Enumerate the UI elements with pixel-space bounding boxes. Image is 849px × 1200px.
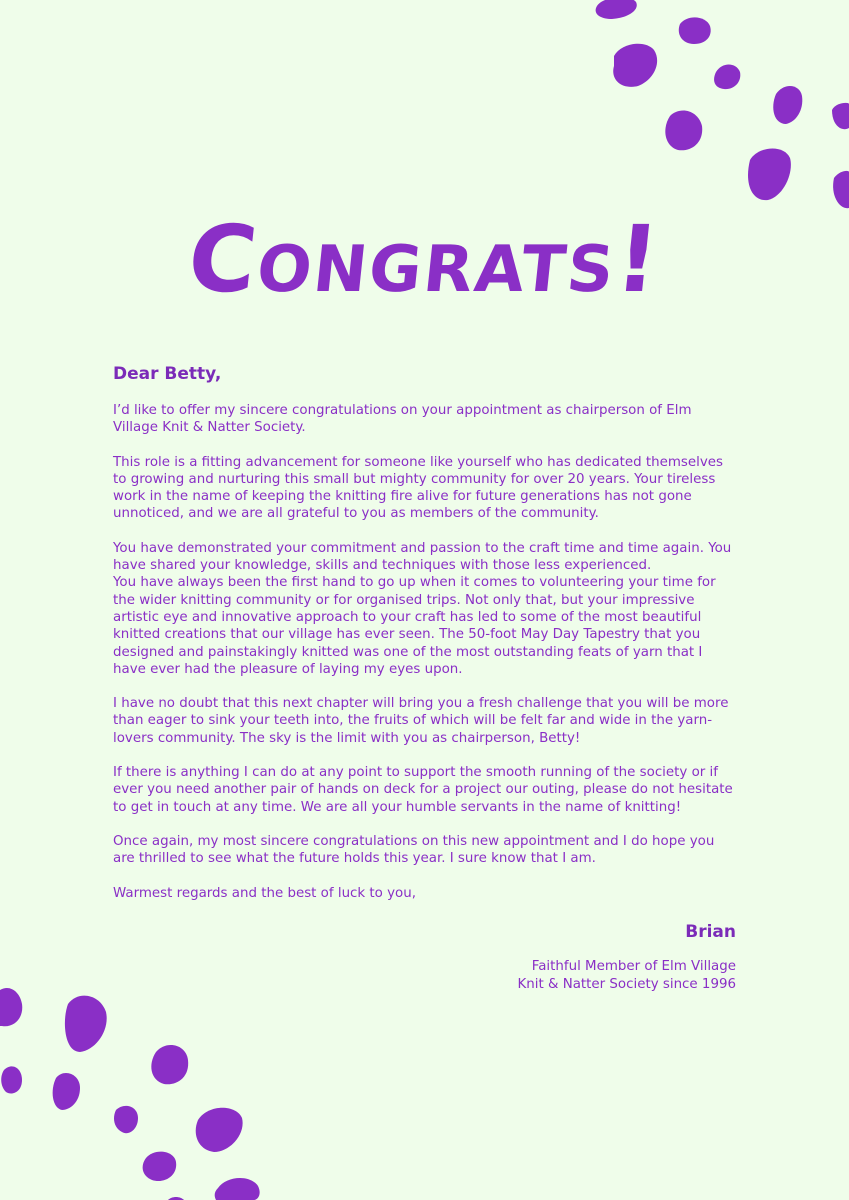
page-title: Congrats! [183,206,666,313]
letter-paragraph-4: I have no doubt that this next chapter will bring you a fresh challenge that you will be more than eager to sink your teeth into, the fruits of which will be felt far and wide in the yarn-lovers community. The sky is the limit with you as chairperson, Betty! [113,696,729,746]
signature-role: Faithful Member of Elm Village Knit & Natter Society since 1996 [517,959,736,992]
signature-name: Brian [685,922,736,942]
signature-block [518,920,736,994]
letter-greeting: Dear Betty, [113,364,222,384]
letter-closing: Warmest regards and the best of luck to you, [113,885,416,901]
letter-paragraph-3: You have demonstrated your commitment and passion to the craft time and time again. You have shared your knowledge, skills and techniques with those less experienced. You have always been the first hand to go up when it comes to volunteering your time for the wider knitting community or for organised trips. Not only that, but your impressive artistic eye and innovative approach to your craft has led to some of the most beautiful knitted creations that our village has ever seen. The 50-foot May Day Tapestry that you designed and painstakingly knitted was one of the most outstanding feats of yarn that I have ever had the pleasure of laying my eyes upon. [113,540,732,677]
letter-paragraph-5: If there is anything I can do at any point to support the smooth running of the society or if ever you need another pair of hands on deck for a project our outing, please do not hesitate to get in touch at any time. We are all your humble servants in the name of knitting! [113,765,733,815]
letter-paragraph-2: This role is a fitting advancement for someone like yourself who has dedicated themselves to growing and nurturing this small but mighty community for over 20 years. Your tireless work in the name of keeping the knitting fire alive for future generations has not gone unnoticed, and we are all grateful to you as members of the community. [113,454,723,522]
letter-body [113,362,738,919]
letter-paragraph-6: Once again, my most sincere congratulations on this new appointment and I do hope you are thrilled to see what the future holds this year. I sure know that I am. [113,833,715,867]
letter-paragraph-1: I’d like to offer my sincere congratulations on your appointment as chairperson of Elm Village Knit & Natter Society. [113,403,692,436]
